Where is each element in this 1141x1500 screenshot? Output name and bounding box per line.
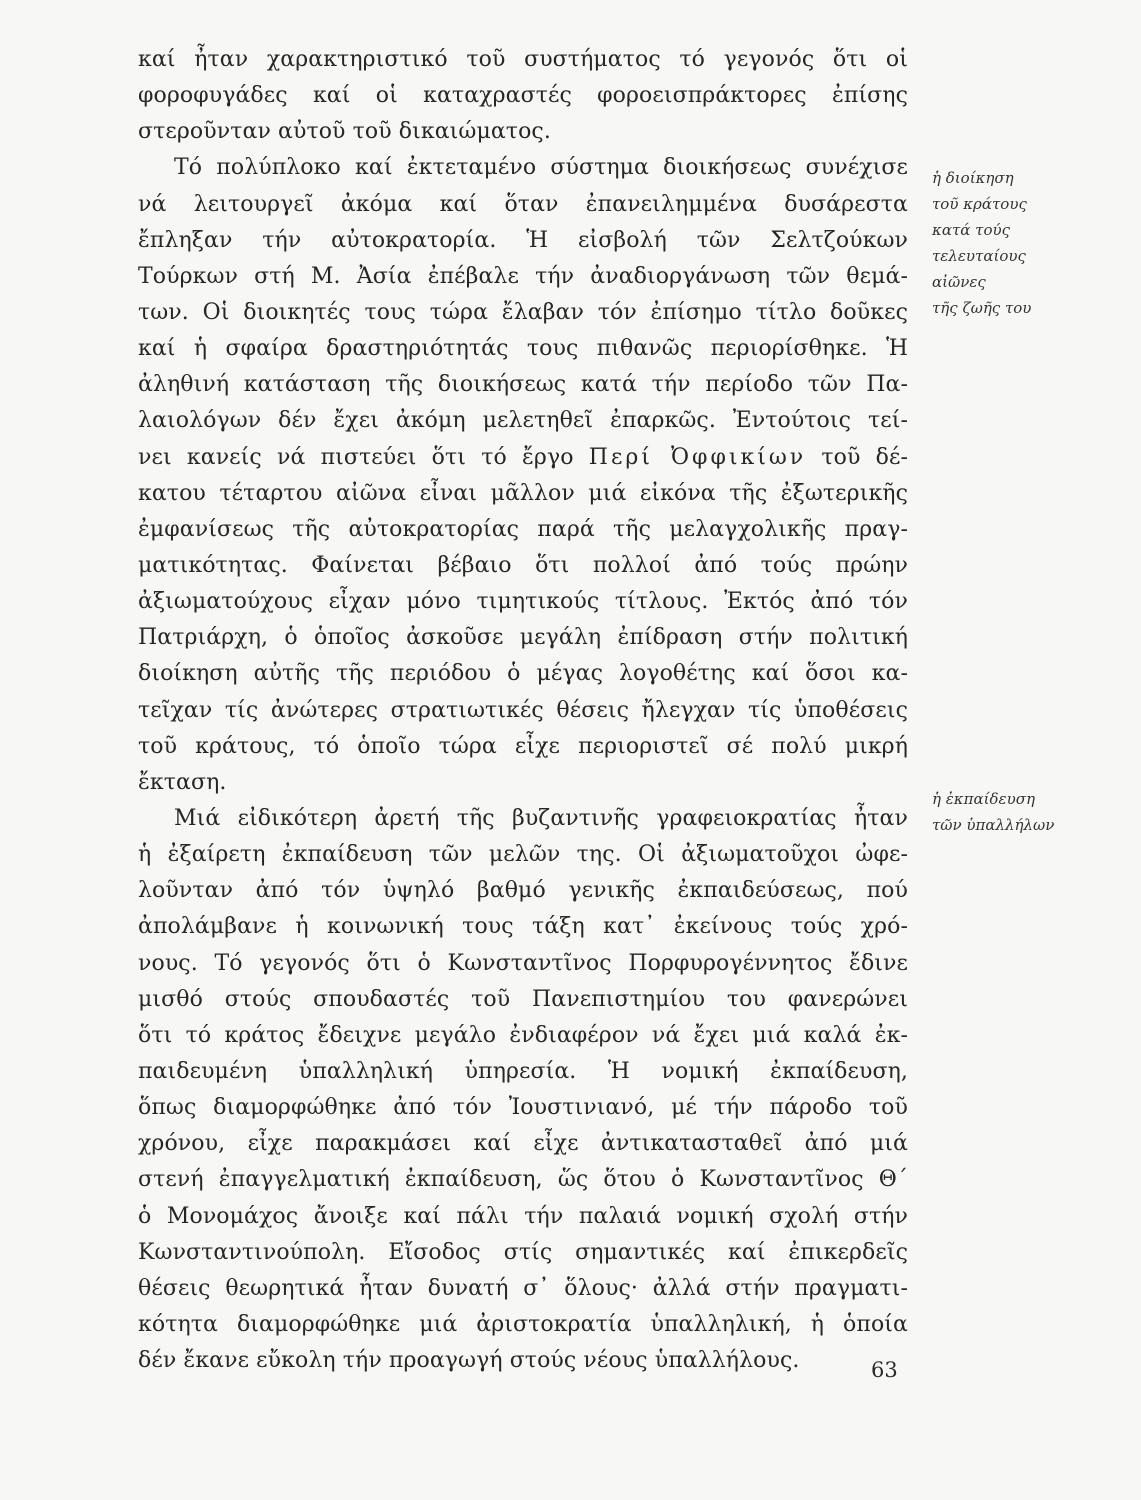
- margin-note-administration: [932, 165, 1031, 321]
- margin-note-line: ἡ διοίκηση: [932, 169, 1014, 187]
- text-line: [138, 440, 908, 476]
- text-line: των. Οἱ διοικητές τους τώρα ἔλαβαν τόν ἐπίσημο τίτλο δοῦκες: [138, 299, 908, 325]
- text-line: Κωνσταντινούπολη. Εἴσοδος στίς σημαντικές καί ἐπικερδεῖς: [138, 1239, 908, 1265]
- margin-note-line: ἡ ἐκπαίδευση: [932, 790, 1035, 808]
- text-line: Τούρκων στή Μ. Ἀσία ἐπέβαλε τήν ἀναδιοργάνωση τῶν θεμά-: [138, 263, 908, 289]
- text-line: θέσεις θεωρητικά ἦταν δυνατή σ᾿ ὅλους· ἀλλά στήν πραγματι-: [138, 1275, 908, 1301]
- text-line: ἐμφανίσεως τῆς αὐτοκρατορίας παρά τῆς μελαγχολικῆς πραγ-: [138, 516, 908, 542]
- text-line: λοῦνταν ἀπό τόν ὑψηλό βαθμό γενικῆς ἐκπαιδεύσεως, πού: [138, 878, 908, 904]
- text-line: καί ἦταν χαρακτηριστικό τοῦ συστήματος τό γεγονός ὅτι οἱ: [138, 47, 908, 72]
- text-line: δέν ἔκανε εὔκολη τήν προαγωγή στούς νέους ὑπαλλήλους.: [138, 1348, 800, 1374]
- text-line: ἔκταση.: [138, 769, 227, 795]
- text-line: ἀληθινή κατάσταση τῆς διοικήσεως κατά τήν περίοδο τῶν Πα-: [138, 372, 908, 398]
- text-line: ὅτι τό κράτος ἔδειχνε μεγάλο ἐνδιαφέρον νά ἔχει μιά καλά ἐκ-: [138, 1022, 908, 1048]
- text-segment: νει κανείς νά πιστεύει ὅτι τό ἔργο: [138, 444, 574, 470]
- paragraph-start-line: Μιά εἰδικότερη ἀρετή τῆς βυζαντινῆς γραφειοκρατίας ἦταν: [174, 805, 908, 831]
- text-line: ὅπως διαμορφώθηκε ἀπό τόν Ἰουστινιανό, μέ τήν πάροδο τοῦ: [138, 1095, 908, 1121]
- text-line: τεῖχαν τίς ἀνώτερες στρατιωτικές θέσεις ἤλεγχαν τίς ὑποθέσεις: [138, 697, 908, 723]
- text-segment: τοῦ δέ-: [821, 444, 909, 470]
- text-line: διοίκηση αὐτῆς τῆς περιόδου ὁ μέγας λογοθέτης καί ὅσοι κα-: [138, 661, 908, 687]
- text-line: τοῦ κράτους, τό ὁποῖο τώρα εἶχε περιοριστεῖ σέ πολύ μικρή: [138, 733, 908, 759]
- text-line: Πατριάρχη, ὁ ὁποῖος ἀσκοῦσε μεγάλη ἐπίδραση στήν πολιτική: [138, 625, 908, 651]
- margin-note-line: τελευταίους: [932, 247, 1026, 265]
- text-line: λαιολόγων δέν ἔχει ἀκόμη μελετηθεῖ ἐπαρκῶς. Ἐντούτοις τεί-: [138, 408, 908, 434]
- text-line: στενή ἐπαγγελματική ἐκπαίδευση, ὥς ὅτου ὁ Κωνσταντῖνος Θ´: [138, 1167, 908, 1193]
- text-line: ὁ Μονομάχος ἄνοιξε καί πάλι τήν παλαιά νομική σχολή στήν: [138, 1203, 908, 1229]
- margin-note-line: τοῦ κράτους: [932, 195, 1027, 213]
- text-line: φοροφυγάδες καί οἱ καταχραστές φοροεισπράκτορες ἐπίσης: [138, 83, 908, 109]
- margin-note-line: τῶν ὑπαλλήλων: [932, 816, 1055, 834]
- margin-note-education: [932, 786, 1054, 838]
- margin-note-line: αἰῶνες: [932, 273, 986, 291]
- text-line: παιδευμένη ὑπαλληλική ὑπηρεσία. Ἡ νομική ἐκπαίδευση,: [138, 1058, 908, 1084]
- text-line: καί ἡ σφαίρα δραστηριότητάς τους πιθανῶς περιορίσθηκε. Ἡ: [138, 336, 908, 362]
- text-line: ἔπληξαν τήν αὐτοκρατορία. Ἡ εἰσβολή τῶν Σελτζούκων: [138, 227, 908, 253]
- paragraph-start-line: Τό πολύπλοκο καί ἐκτεταμένο σύστημα διοικήσεως συνέχισε: [174, 155, 908, 181]
- work-title: Περί Ὀφφικίων: [588, 444, 807, 470]
- page-number: 63: [871, 1358, 898, 1382]
- margin-note-line: κατά τούς: [932, 221, 1011, 239]
- text-line: μισθό στούς σπουδαστές τοῦ Πανεπιστημίου του φανερώνει: [138, 986, 908, 1012]
- margin-note-line: τῆς ζωῆς του: [932, 299, 1032, 317]
- text-line: κατου τέταρτου αἰῶνα εἶναι μᾶλλον μιά εἰκόνα τῆς ἐξωτερικῆς: [138, 480, 908, 506]
- text-line: ματικότητας. Φαίνεται βέβαιο ὅτι πολλοί ἀπό τούς πρώην: [138, 552, 908, 578]
- text-line: κότητα διαμορφώθηκε μιά ἀριστοκρατία ὑπαλληλική, ἡ ὁποία: [138, 1311, 908, 1337]
- text-line: ἡ ἐξαίρετη ἐκπαίδευση τῶν μελῶν της. Οἱ ἀξιωματοῦχοι ὠφε-: [138, 842, 908, 868]
- text-line: ἀπολάμβανε ἡ κοινωνική τους τάξη κατ᾿ ἐκείνους τούς χρό-: [138, 914, 908, 940]
- text-line: ἀξιωματούχους εἶχαν μόνο τιμητικούς τίτλους. Ἐκτός ἀπό τόν: [138, 589, 908, 615]
- text-line: νά λειτουργεῖ ἀκόμα καί ὅταν ἐπανειλημμένα δυσάρεστα: [138, 191, 908, 217]
- text-line: χρόνου, εἶχε παρακμάσει καί εἶχε ἀντικατασταθεῖ ἀπό μιά: [138, 1131, 908, 1157]
- text-line: νους. Τό γεγονός ὅτι ὁ Κωνσταντῖνος Πορφυρογέννητος ἔδινε: [138, 950, 908, 976]
- text-line: στεροῦνταν αὐτοῦ τοῦ δικαιώματος.: [138, 119, 551, 145]
- main-text-block: [138, 42, 908, 1379]
